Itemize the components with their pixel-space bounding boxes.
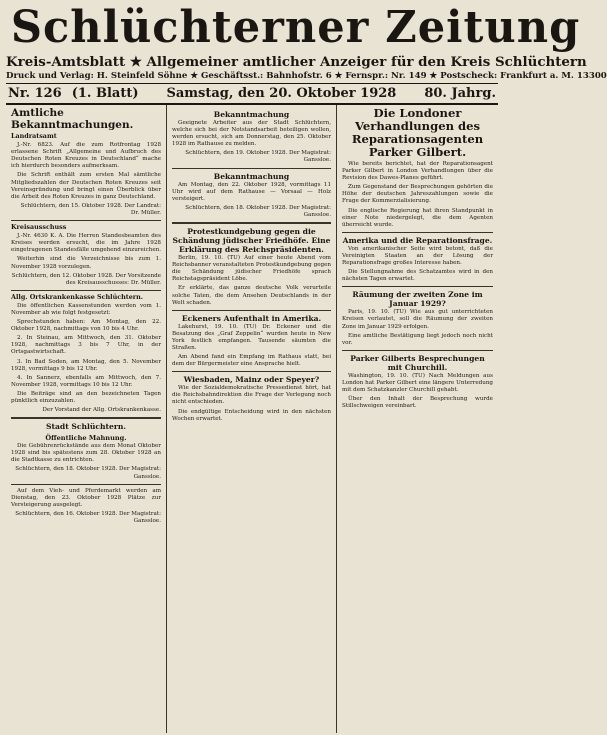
issue-number: Nr. 126: [8, 86, 62, 101]
divider: [342, 232, 493, 233]
article-headline: Wiesbaden, Mainz oder Speyer?: [183, 375, 320, 385]
article-columns: [6, 105, 498, 733]
article-paragraph: Die Stellungnahme des Schatzamtes wird in den nächsten Tagen erwartet.: [342, 269, 493, 283]
signature-line: Schlüchtern, den 12. Oktober 1928. Der Vorsitzende des Kreisausschusses: Dr. Müller.: [11, 272, 161, 286]
article-paragraph: Die Gebührenrückstände aus dem Monat Oktober 1928 sind bis spätestens zum 28. Oktober 1928 an die Stadtkasse zu entrichten.: [11, 443, 161, 464]
article-paragraph: Geeignete Arbeiter aus der Stadt Schlüchtern, welche sich bei der Notstandsarbeit beteiligen wollen, werden ersucht, sich am Donnerstag, den 25. Oktober 1928 im Rathause zu melden.: [172, 120, 331, 148]
signature-line: Schlüchtern, den 15. Oktober 1928. Der Landrat: Dr. Müller.: [20, 202, 161, 216]
signature-line: Der Vorstand der Allg. Ortskrankenkasse.: [42, 407, 161, 414]
article-paragraph: Die Beiträge sind an den bezeichneten Tagen pünktlich einzuzahlen.: [11, 390, 161, 404]
article-paragraph: 3. In Bad Soden, am Montag, den 5. November 1928, vormittags 9 bis 12 Uhr.: [11, 358, 161, 372]
publisher-line: Druck und Verlag: H. Steinfeld Söhne ★ Geschäftsst.: Bahnhofstr. 6 ★ Fernspr.: Nr. 149 ★ Postscheck: Frankfurt a. M. 13300: [6, 70, 498, 84]
article-headline: Räumung der zweiten Zone im Januar 1929?: [352, 290, 483, 309]
article-headline: Amerika und die Reparationsfrage.: [342, 235, 493, 245]
signature-line: Schlüchtern, den 18. Oktober 1928. Der Magistrat: Ganssloe.: [185, 204, 331, 218]
section-heading: Stadt Schlüchtern.: [45, 422, 127, 432]
newspaper-title: Schlüchterner Zeitung: [10, 2, 581, 53]
issue-year: 80. Jahrg.: [424, 86, 496, 101]
article-paragraph: Washington, 19. 10. (TU) Nach Meldungen aus London hat Parker Gilbert eine längere Unterredung mit dem Schatzkanzler Churchill gehabt.: [342, 372, 493, 393]
signature-line: Schlüchtern, den 19. Oktober 1928. Der Magistrat: Ganssloe.: [185, 150, 331, 164]
article-paragraph: Über den Inhalt der Besprechung wurde Stillschweigen vereinbart.: [342, 396, 493, 410]
article-paragraph: Zum Gegenstand der Besprechungen gehörten die Höhe der deutschen Jahreszahlungen sowie die Frage der Kommerzialisierung.: [342, 184, 493, 205]
divider: [342, 350, 493, 351]
article-paragraph: Eine amtliche Bestätigung liegt jedoch noch nicht vor.: [342, 332, 493, 346]
article-paragraph: Sprechstunden haben: Am Montag, den 22. Oktober 1928, nachmittags von 10 bis 4 Uhr.: [11, 319, 161, 333]
section-heading: Kreisausschuss: [11, 223, 67, 232]
issue-date: Samstag, den 20. Oktober 1928: [166, 86, 397, 101]
divider: [342, 286, 493, 287]
divider: [172, 222, 331, 224]
divider: [172, 168, 331, 169]
article-paragraph: Die öffentlichen Kassenstunden werden vom 1. November ab wie folgt festgesetzt:: [11, 302, 161, 316]
article-paragraph: Am Abend fand ein Empfang im Rathaus statt, bei dem der Bürgermeister eine Ansprache hielt.: [172, 354, 331, 368]
article-paragraph: 4. In Sannerz, ebenfalls am Mittwoch, den 7. November 1928, vormittags 10 bis 12 Uhr.: [11, 374, 161, 388]
section-heading: Landratsamt: [11, 132, 57, 140]
article-headline: Protestkundgebung gegen die Schändung jüdischer Friedhöfe. Eine Erklärung des Reichspräsidenten.: [172, 227, 331, 255]
article-paragraph: Wie bereits berichtet, hat der Reparationsagent Parker Gilbert in London Verhandlungen über die Revision des Dawes-Planes geführt.: [342, 161, 493, 182]
article-paragraph: Wie der Sozialdemokratische Pressedienst hört, hat die Reichsbahndirektion die Frage der Verlegung noch nicht entschieden.: [172, 385, 331, 406]
divider: [11, 484, 161, 485]
section-heading: Allg. Ortskrankenkasse Schlüchtern.: [11, 292, 144, 301]
signature-line: Schlüchtern, den 18. Oktober 1928. Der Magistrat: Ganssloe.: [15, 466, 161, 480]
column-right: [336, 105, 498, 733]
article-paragraph: Die Schrift enthält zum ersten Mal sämtliche Mitgliedszahlen der Deutschen Roten Kreuzes seit Vereinsgründung und bringt einen Überblick über die Arbeit des Roten Kreuzes in ganz Deutschland.: [11, 172, 161, 200]
column-middle: [166, 105, 336, 733]
article-paragraph: Berlin, 19. 10. (TU) Auf einer heute Abend vom Reichsbanner veranstalteten Protestkundgebung gegen die Schändung jüdischer Friedhöfe sprach Reichstagspräsident Löbe.: [172, 255, 331, 283]
article-paragraph: Die englische Regierung hat ihren Standpunkt in einer Note niedergelegt, die dem Agenten überreicht wurde.: [342, 207, 493, 228]
lead-headline: Die Londoner Verhandlungen des Reparationsagenten Parker Gilbert.: [351, 106, 484, 159]
article-paragraph: Auf dem Vieh- und Pferdemarkt werden am Dienstag, den 23. Oktober 1928 Plätze zur Versteigerung ausgelegt.: [11, 487, 161, 508]
article-paragraph: Paris, 19. 10. (TU) Wie aus gut unterrichteten Kreisen verlautet, soll die Räumung der zweiten Zone im Januar 1929 erfolgen.: [342, 309, 493, 330]
issue-bar: [6, 84, 498, 105]
divider: [11, 417, 161, 419]
divider: [172, 371, 331, 372]
article-paragraph: Die endgültige Entscheidung wird in den nächsten Wochen erwartet.: [172, 408, 331, 422]
article-paragraph: J.-Nr. 4630 K. A. Die Herren Standesbeamten des Kreises werden ersucht, die im Jahre 1928 eingetragenen Standesfälle umgehend einzureichen.: [11, 233, 162, 254]
article-paragraph: J.-Nr. 6823. Auf die zum Rotfrontag 1928 erlassene Schrift „Allgemeine und Aufbruch des Deutschen Roten Kreuzes in Deutschland“ mache ich hierdurch besonders aufmerksam.: [11, 142, 161, 170]
article-paragraph: Von amerikanischer Seite wird betont, daß die Vereinigten Staaten an der Lösung der Reparationsfrage großes Interesse haben.: [342, 245, 493, 267]
divider: [172, 310, 331, 311]
signature-line: Schlüchtern, den 16. Oktober 1928. Der Magistrat: Ganssloe.: [15, 510, 161, 525]
divider: [11, 220, 161, 221]
column-left: [6, 105, 166, 733]
subsection-heading: Öffentliche Mahnung.: [45, 434, 127, 443]
official-notices-heading: Amtliche Bekanntmachungen.: [11, 107, 134, 131]
notice-heading: Bekanntmachung: [213, 110, 290, 119]
article-paragraph: Am Montag, den 22. Oktober 1928, vormittags 11 Uhr wird auf dem Rathause — Vorsaal — Holz versteigert.: [172, 181, 331, 202]
divider: [11, 290, 161, 291]
article-paragraph: Weiterhin sind die Verzeichnisse bis zum 1. November 1928 vorzulegen.: [11, 256, 161, 270]
notice-heading: Bekanntmachung: [213, 171, 290, 181]
article-headline: Eckeners Aufenthalt in Amerika.: [181, 313, 322, 323]
article-paragraph: 2. In Steinau, am Mittwoch, den 31. Oktober 1928, nachmittags 3 bis 7 Uhr, in der Ortsgastwirtschaft.: [11, 335, 161, 356]
article-paragraph: Lakehurst, 19. 10. (TU) Dr. Eckener und die Besatzung des „Graf Zeppelin“ wurden heute in New York festlich empfangen. Tausende säumten die Straßen.: [172, 323, 331, 351]
issue-sheet: (1. Blatt): [71, 86, 139, 101]
article-headline: Parker Gilberts Besprechungen mit Churchill.: [350, 353, 485, 372]
newspaper-subtitle: Kreis-Amtsblatt ★ Allgemeiner amtlicher Anzeiger für den Kreis Schlüchtern: [6, 54, 587, 70]
article-paragraph: Er erklärte, das ganze deutsche Volk verurteile solche Taten, die dem Ansehen Deutschlands in der Welt schaden.: [172, 285, 331, 306]
